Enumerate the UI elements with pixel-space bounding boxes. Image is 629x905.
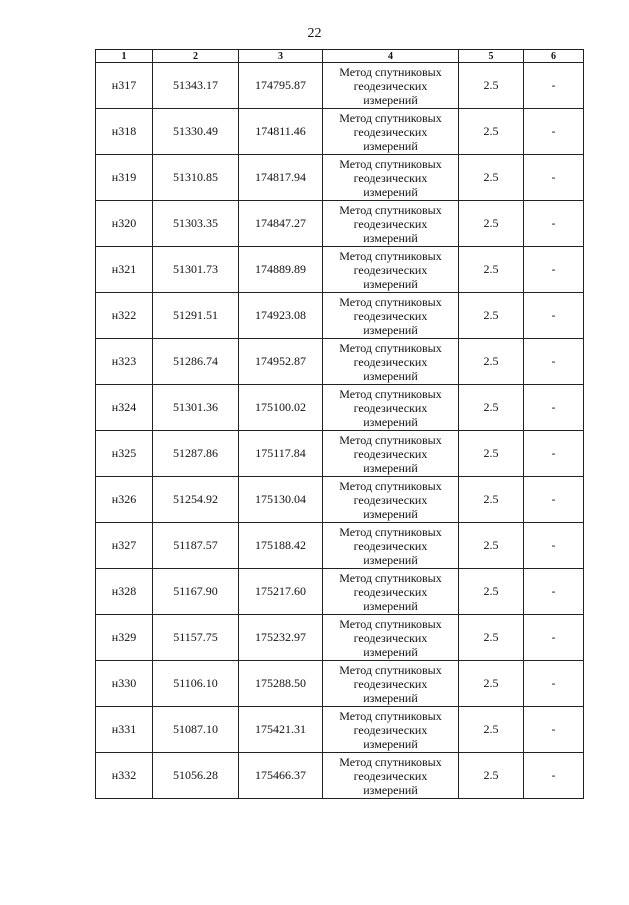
method-line: геодезических bbox=[353, 768, 428, 783]
point-name-cell: н328 bbox=[96, 569, 153, 615]
column-header: 4 bbox=[323, 50, 459, 63]
method-line: измерений bbox=[363, 736, 418, 751]
method-line: геодезических bbox=[353, 216, 428, 231]
point-name-cell: н332 bbox=[96, 753, 153, 799]
point-name-cell: н322 bbox=[96, 293, 153, 339]
method-cell bbox=[323, 247, 459, 293]
method-line: геодезических bbox=[353, 492, 428, 507]
x-coordinate-cell: 51187.57 bbox=[153, 523, 239, 569]
accuracy-cell: 2.5 bbox=[459, 661, 524, 707]
method-line: измерений bbox=[363, 322, 418, 337]
point-name-cell: н330 bbox=[96, 661, 153, 707]
method-cell bbox=[323, 339, 459, 385]
note-cell: - bbox=[524, 201, 584, 247]
method-cell bbox=[323, 615, 459, 661]
point-name-cell: н325 bbox=[96, 431, 153, 477]
accuracy-cell: 2.5 bbox=[459, 247, 524, 293]
table-row bbox=[96, 293, 584, 339]
y-coordinate-cell: 175217.60 bbox=[239, 569, 323, 615]
table-row bbox=[96, 109, 584, 155]
accuracy-cell: 2.5 bbox=[459, 155, 524, 201]
table-row bbox=[96, 707, 584, 753]
method-line: Метод спутниковых bbox=[339, 524, 442, 539]
table-row bbox=[96, 569, 584, 615]
method-line: измерений bbox=[363, 92, 418, 107]
y-coordinate-cell: 175421.31 bbox=[239, 707, 323, 753]
column-header: 1 bbox=[96, 50, 153, 63]
method-line: измерений bbox=[363, 690, 418, 705]
table-row bbox=[96, 477, 584, 523]
note-cell: - bbox=[524, 615, 584, 661]
x-coordinate-cell: 51291.51 bbox=[153, 293, 239, 339]
note-cell: - bbox=[524, 155, 584, 201]
method-cell bbox=[323, 707, 459, 753]
method-line: Метод спутниковых bbox=[339, 156, 442, 171]
point-name-cell: н319 bbox=[96, 155, 153, 201]
point-name-cell: н331 bbox=[96, 707, 153, 753]
method-line: измерений bbox=[363, 782, 418, 797]
accuracy-cell: 2.5 bbox=[459, 615, 524, 661]
table-row bbox=[96, 753, 584, 799]
note-cell: - bbox=[524, 109, 584, 155]
method-line: Метод спутниковых bbox=[339, 64, 442, 79]
accuracy-cell: 2.5 bbox=[459, 707, 524, 753]
method-line: Метод спутниковых bbox=[339, 570, 442, 585]
method-cell bbox=[323, 293, 459, 339]
table-row bbox=[96, 339, 584, 385]
point-name-cell: н324 bbox=[96, 385, 153, 431]
method-line: Метод спутниковых bbox=[339, 616, 442, 631]
table-row bbox=[96, 431, 584, 477]
method-line: геодезических bbox=[353, 170, 428, 185]
x-coordinate-cell: 51286.74 bbox=[153, 339, 239, 385]
method-line: измерений bbox=[363, 460, 418, 475]
y-coordinate-cell: 174847.27 bbox=[239, 201, 323, 247]
column-header: 5 bbox=[459, 50, 524, 63]
method-line: Метод спутниковых bbox=[339, 248, 442, 263]
accuracy-cell: 2.5 bbox=[459, 523, 524, 569]
x-coordinate-cell: 51157.75 bbox=[153, 615, 239, 661]
x-coordinate-cell: 51303.35 bbox=[153, 201, 239, 247]
method-line: измерений bbox=[363, 138, 418, 153]
note-cell: - bbox=[524, 707, 584, 753]
method-line: измерений bbox=[363, 644, 418, 659]
table-header-row bbox=[96, 50, 584, 63]
y-coordinate-cell: 175100.02 bbox=[239, 385, 323, 431]
note-cell: - bbox=[524, 477, 584, 523]
method-cell bbox=[323, 569, 459, 615]
y-coordinate-cell: 175130.04 bbox=[239, 477, 323, 523]
note-cell: - bbox=[524, 293, 584, 339]
x-coordinate-cell: 51310.85 bbox=[153, 155, 239, 201]
note-cell: - bbox=[524, 63, 584, 109]
table-row bbox=[96, 385, 584, 431]
accuracy-cell: 2.5 bbox=[459, 109, 524, 155]
note-cell: - bbox=[524, 339, 584, 385]
table-row bbox=[96, 615, 584, 661]
x-coordinate-cell: 51254.92 bbox=[153, 477, 239, 523]
point-name-cell: н321 bbox=[96, 247, 153, 293]
method-line: геодезических bbox=[353, 538, 428, 553]
point-name-cell: н329 bbox=[96, 615, 153, 661]
y-coordinate-cell: 174811.46 bbox=[239, 109, 323, 155]
x-coordinate-cell: 51301.36 bbox=[153, 385, 239, 431]
y-coordinate-cell: 175466.37 bbox=[239, 753, 323, 799]
point-name-cell: н320 bbox=[96, 201, 153, 247]
x-coordinate-cell: 51343.17 bbox=[153, 63, 239, 109]
note-cell: - bbox=[524, 661, 584, 707]
accuracy-cell: 2.5 bbox=[459, 63, 524, 109]
table-row bbox=[96, 63, 584, 109]
y-coordinate-cell: 175288.50 bbox=[239, 661, 323, 707]
y-coordinate-cell: 174889.89 bbox=[239, 247, 323, 293]
y-coordinate-cell: 174795.87 bbox=[239, 63, 323, 109]
method-line: Метод спутниковых bbox=[339, 754, 442, 769]
method-line: геодезических bbox=[353, 308, 428, 323]
accuracy-cell: 2.5 bbox=[459, 339, 524, 385]
method-cell bbox=[323, 523, 459, 569]
method-line: Метод спутниковых bbox=[339, 478, 442, 493]
point-name-cell: н317 bbox=[96, 63, 153, 109]
x-coordinate-cell: 51330.49 bbox=[153, 109, 239, 155]
column-header: 2 bbox=[153, 50, 239, 63]
table-row bbox=[96, 523, 584, 569]
y-coordinate-cell: 175232.97 bbox=[239, 615, 323, 661]
method-line: геодезических bbox=[353, 78, 428, 93]
method-line: геодезических bbox=[353, 676, 428, 691]
method-cell bbox=[323, 155, 459, 201]
y-coordinate-cell: 174817.94 bbox=[239, 155, 323, 201]
note-cell: - bbox=[524, 385, 584, 431]
method-line: Метод спутниковых bbox=[339, 202, 442, 217]
y-coordinate-cell: 174952.87 bbox=[239, 339, 323, 385]
note-cell: - bbox=[524, 431, 584, 477]
accuracy-cell: 2.5 bbox=[459, 569, 524, 615]
note-cell: - bbox=[524, 753, 584, 799]
x-coordinate-cell: 51106.10 bbox=[153, 661, 239, 707]
method-line: Метод спутниковых bbox=[339, 294, 442, 309]
method-cell bbox=[323, 661, 459, 707]
method-cell bbox=[323, 753, 459, 799]
accuracy-cell: 2.5 bbox=[459, 753, 524, 799]
method-line: Метод спутниковых bbox=[339, 432, 442, 447]
accuracy-cell: 2.5 bbox=[459, 293, 524, 339]
accuracy-cell: 2.5 bbox=[459, 201, 524, 247]
page-number: 22 bbox=[307, 26, 322, 41]
method-line: Метод спутниковых bbox=[339, 662, 442, 677]
method-cell bbox=[323, 109, 459, 155]
table-row bbox=[96, 247, 584, 293]
column-header: 3 bbox=[239, 50, 323, 63]
table-row bbox=[96, 155, 584, 201]
accuracy-cell: 2.5 bbox=[459, 477, 524, 523]
x-coordinate-cell: 51167.90 bbox=[153, 569, 239, 615]
method-line: геодезических bbox=[353, 124, 428, 139]
table-row bbox=[96, 661, 584, 707]
method-cell bbox=[323, 431, 459, 477]
note-cell: - bbox=[524, 569, 584, 615]
point-name-cell: н326 bbox=[96, 477, 153, 523]
method-line: Метод спутниковых bbox=[339, 110, 442, 125]
method-line: измерений bbox=[363, 230, 418, 245]
note-cell: - bbox=[524, 247, 584, 293]
coordinates-table bbox=[95, 49, 584, 799]
method-line: геодезических bbox=[353, 400, 428, 415]
method-line: измерений bbox=[363, 368, 418, 383]
method-cell bbox=[323, 63, 459, 109]
x-coordinate-cell: 51287.86 bbox=[153, 431, 239, 477]
method-line: измерений bbox=[363, 506, 418, 521]
method-cell bbox=[323, 201, 459, 247]
method-line: геодезических bbox=[353, 630, 428, 645]
accuracy-cell: 2.5 bbox=[459, 431, 524, 477]
y-coordinate-cell: 175117.84 bbox=[239, 431, 323, 477]
point-name-cell: н318 bbox=[96, 109, 153, 155]
column-header: 6 bbox=[524, 50, 584, 63]
method-line: геодезических bbox=[353, 584, 428, 599]
method-line: геодезических bbox=[353, 262, 428, 277]
method-line: измерений bbox=[363, 598, 418, 613]
method-line: геодезических bbox=[353, 354, 428, 369]
method-line: геодезических bbox=[353, 722, 428, 737]
method-line: геодезических bbox=[353, 446, 428, 461]
x-coordinate-cell: 51056.28 bbox=[153, 753, 239, 799]
note-cell: - bbox=[524, 523, 584, 569]
method-line: измерений bbox=[363, 552, 418, 567]
method-line: Метод спутниковых bbox=[339, 340, 442, 355]
method-cell bbox=[323, 385, 459, 431]
point-name-cell: н323 bbox=[96, 339, 153, 385]
y-coordinate-cell: 175188.42 bbox=[239, 523, 323, 569]
method-line: измерений bbox=[363, 276, 418, 291]
method-line: Метод спутниковых bbox=[339, 708, 442, 723]
method-line: измерений bbox=[363, 184, 418, 199]
x-coordinate-cell: 51087.10 bbox=[153, 707, 239, 753]
method-cell bbox=[323, 477, 459, 523]
method-line: Метод спутниковых bbox=[339, 386, 442, 401]
x-coordinate-cell: 51301.73 bbox=[153, 247, 239, 293]
method-line: измерений bbox=[363, 414, 418, 429]
y-coordinate-cell: 174923.08 bbox=[239, 293, 323, 339]
point-name-cell: н327 bbox=[96, 523, 153, 569]
accuracy-cell: 2.5 bbox=[459, 385, 524, 431]
table-row bbox=[96, 201, 584, 247]
